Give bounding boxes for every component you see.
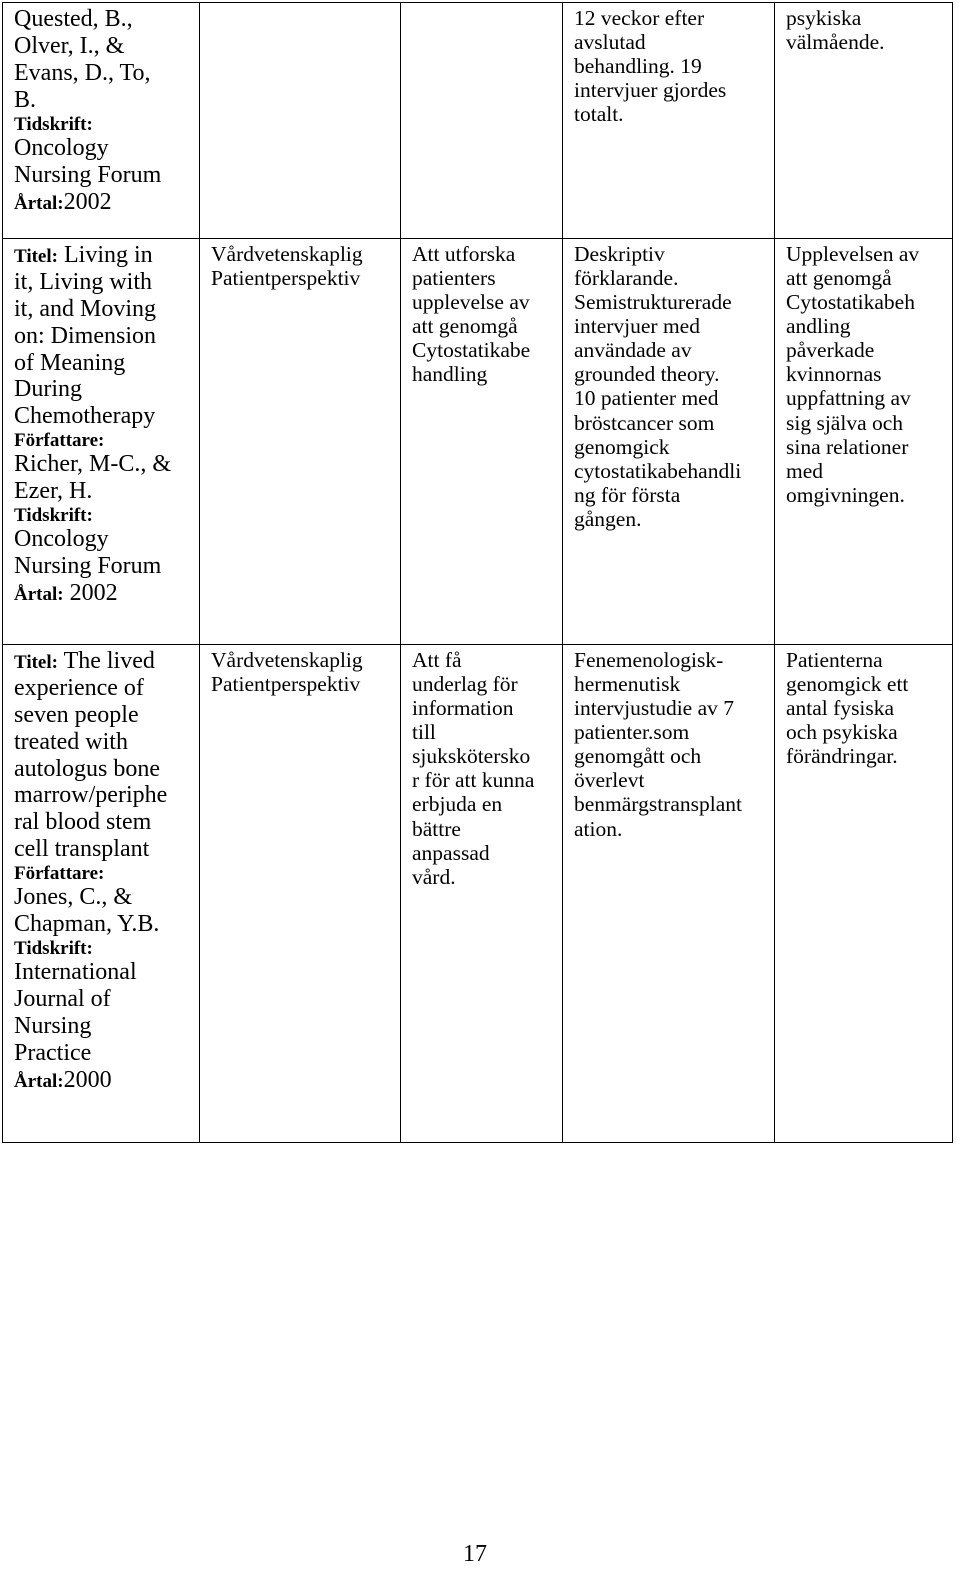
journal-label: Tidskrift: [14, 113, 93, 135]
aim-line: upplevelse av [412, 290, 530, 315]
title-line: it, and Moving [14, 295, 156, 322]
year-label: Årtal: [14, 192, 64, 214]
result-line: sig själva och [786, 410, 904, 435]
title-line: it, Living with [14, 268, 152, 295]
aim-cell [401, 645, 563, 1143]
design-cell [200, 239, 401, 645]
journal-line: Practice [14, 1039, 92, 1066]
author-line: Ezer, H. [14, 478, 93, 505]
result-line: att genomgå [786, 266, 892, 291]
method-line: intervjuer gjordes [574, 78, 727, 103]
method-line: genomgått och [574, 744, 702, 769]
title-line: The lived [63, 648, 155, 674]
result-line: och psykiska [786, 720, 898, 745]
journal-line: International [14, 959, 137, 986]
method-line: förklarande. [574, 266, 679, 291]
aim-line: erbjuda en [412, 792, 503, 817]
author-line: Jones, C., & [14, 884, 133, 911]
aim-line: handling [412, 362, 488, 387]
design-line: Patientperspektiv [211, 672, 361, 697]
title-line: seven people [14, 701, 139, 728]
aim-cell [401, 239, 563, 645]
result-line: omgivningen. [786, 482, 905, 507]
aim-line: sjukskötersko [412, 744, 531, 769]
result-line: Patienterna [786, 648, 883, 672]
method-line: avslutad [574, 30, 646, 55]
author-line: B. [14, 86, 37, 113]
author-line: Olver, I., & [14, 32, 125, 59]
table-row [3, 239, 953, 645]
aim-cell [401, 3, 563, 239]
aim-line: bättre [412, 816, 461, 841]
aim-line: Att få [412, 648, 462, 672]
method-line: behandling. 19 [574, 54, 702, 79]
journal-line: Nursing Forum [14, 161, 162, 188]
year-value: 2002 [63, 580, 118, 607]
title-line: marrow/periphe [14, 782, 168, 809]
author-line: Richer, M-C., & [14, 451, 172, 478]
aim-line: patienters [412, 266, 496, 291]
aim-line: anpassad [412, 840, 490, 865]
result-line: kvinnornas [786, 362, 882, 387]
title-label: Titel: [14, 246, 58, 267]
result-line: uppfattning av [786, 386, 911, 411]
journal-line: Nursing Forum [14, 553, 162, 580]
aim-line: Cytostatikabe [412, 338, 531, 363]
aim-line: att genomgå [412, 314, 518, 339]
title-line: Living in [63, 242, 153, 268]
method-line: patienter.som [574, 720, 690, 745]
result-line: förändringar. [786, 744, 898, 769]
author-line: Chapman, Y.B. [14, 911, 160, 938]
method-line: genomgick [574, 434, 670, 459]
result-cell [775, 645, 953, 1143]
author-label: Författare: [14, 863, 105, 884]
title-line: cell transplant [14, 836, 150, 863]
method-line: användade av [574, 338, 692, 363]
result-line: Upplevelsen av [786, 242, 920, 266]
aim-line: underlag för [412, 672, 518, 697]
result-line: andling [786, 314, 851, 339]
journal-label: Tidskrift: [14, 938, 93, 960]
year-value: 2002 [63, 188, 112, 215]
method-cell [563, 239, 775, 645]
title-line: autologus bone [14, 755, 160, 782]
result-cell [775, 239, 953, 645]
year-value: 2000 [63, 1066, 112, 1093]
design-line: Patientperspektiv [211, 266, 361, 291]
title-line: treated with [14, 728, 128, 755]
design-line: Vårdvetenskaplig [211, 242, 363, 266]
result-line: Cytostatikabeh [786, 290, 915, 315]
method-line: cytostatikabehandli [574, 458, 742, 483]
method-cell [563, 645, 775, 1143]
method-line: ng för första [574, 482, 681, 507]
year-label: Årtal: [14, 584, 64, 606]
title-line: ral blood stem [14, 809, 152, 836]
result-cell [775, 3, 953, 239]
table-row [3, 3, 953, 239]
method-line: Semistrukturerade [574, 290, 732, 315]
method-line: bröstcancer som [574, 410, 715, 435]
method-line: ation. [574, 816, 623, 841]
aim-line: Att utforska [412, 242, 516, 266]
method-line: benmärgstransplant [574, 792, 742, 817]
journal-line: Nursing [14, 1013, 92, 1040]
title-line: Chemotherapy [14, 403, 156, 430]
title-line: of Meaning [14, 349, 126, 376]
result-line: antal fysiska [786, 696, 895, 721]
method-line: hermenutisk [574, 672, 681, 697]
journal-line: Journal of [14, 986, 111, 1013]
year-label: Årtal: [14, 1070, 64, 1092]
method-line: totalt. [574, 102, 624, 127]
reference-cell [3, 239, 200, 645]
result-line: sina relationer [786, 434, 909, 459]
author-line: Evans, D., To, [14, 59, 151, 86]
method-line: 12 veckor efter [574, 6, 705, 30]
literature-table [2, 2, 953, 1143]
method-line: 10 patienter med [574, 386, 719, 411]
method-line: Fenemenologisk- [574, 648, 724, 672]
title-line: experience of [14, 674, 144, 701]
reference-cell [3, 3, 200, 239]
author-line: Quested, B., [14, 6, 133, 32]
method-line: gången. [574, 506, 642, 531]
title-line: During [14, 376, 82, 403]
result-line: med [786, 458, 824, 483]
aim-line: till [412, 720, 436, 745]
method-line: Deskriptiv [574, 242, 665, 266]
journal-line: Oncology [14, 134, 109, 161]
design-cell [200, 645, 401, 1143]
design-cell [200, 3, 401, 239]
design-line: Vårdvetenskaplig [211, 648, 363, 672]
result-line: psykiska [786, 6, 862, 30]
aim-line: vård. [412, 864, 456, 889]
aim-line: r för att kunna [412, 768, 535, 793]
method-line: grounded theory. [574, 362, 720, 387]
method-line: överlevt [574, 768, 645, 793]
method-cell [563, 3, 775, 239]
result-line: välmående. [786, 30, 885, 55]
method-line: intervjuer med [574, 314, 700, 339]
title-label: Titel: [14, 652, 58, 673]
aim-line: information [412, 696, 514, 721]
title-line: on: Dimension [14, 322, 156, 349]
author-label: Författare: [14, 430, 105, 452]
method-line: intervjustudie av 7 [574, 696, 735, 721]
journal-line: Oncology [14, 526, 109, 553]
reference-cell [3, 645, 200, 1143]
result-line: genomgick ett [786, 672, 909, 697]
result-line: påverkade [786, 338, 875, 363]
journal-label: Tidskrift: [14, 505, 93, 527]
page-number: 17 [463, 1541, 487, 1567]
table-row [3, 645, 953, 1143]
